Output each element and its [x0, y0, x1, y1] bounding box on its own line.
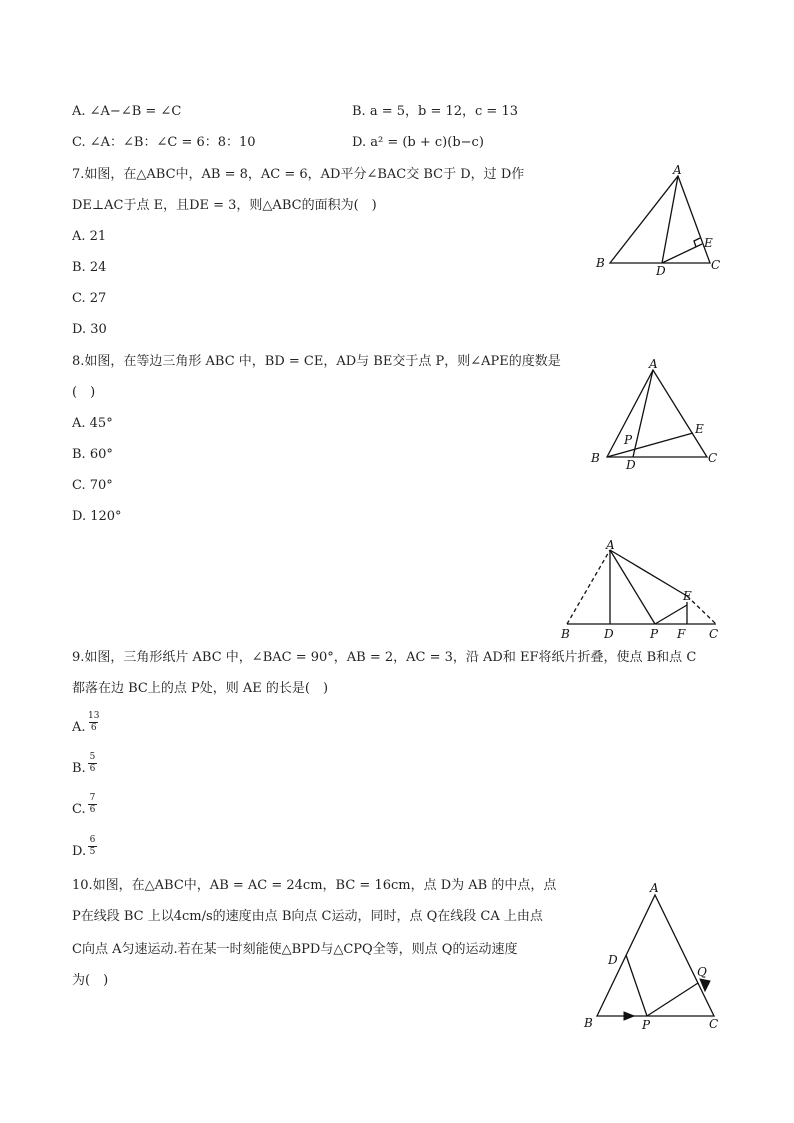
q7-stem-line2: DE⊥AC于点 E，且DE = 3，则△ABC的面积为( ): [72, 198, 377, 213]
q10-stem-line1: 10.如图，在△ABC中，AB = AC = 24cm，BC = 16cm，点 D为 AB 的中点，点: [72, 878, 557, 893]
q7-label-c: C: [711, 258, 721, 272]
q9-option-c-numerator: 7: [89, 793, 96, 803]
q7-segment-ad: [662, 176, 678, 263]
q9-option-b-prefix: B.: [72, 761, 86, 776]
q8-option-a: A. 45°: [72, 416, 113, 431]
q8-triangle-figure: [585, 350, 725, 475]
q7-label-a: A: [673, 163, 682, 177]
q8-option-d: D. 120°: [72, 509, 122, 524]
q9-segment-pe: [655, 605, 687, 624]
q8-stem-line2: ( ): [72, 385, 96, 400]
q7-stem-line1: 7.如图，在△ABC中，AB = 8，AC = 6，AD平分∠BAC交 BC于 D，过 D作: [72, 167, 525, 182]
q8-stem-line1: 8.如图，在等边三角形 ABC 中，BD = CE，AD与 BE交于点 P，则∠APE的度数是: [72, 354, 561, 369]
q8-option-c: C. 70°: [72, 478, 113, 493]
q7-option-c: C. 27: [72, 291, 107, 306]
q9-label-d: D: [604, 627, 614, 641]
q9-option-c-fraction: [88, 794, 97, 815]
q8-segment-ad: [633, 370, 653, 457]
q7-label-d: D: [656, 264, 666, 278]
q10-stem-line2: P在线段 BC 上以4cm/s的速度由点 B向点 C运动，同时，点 Q在线段 CA 上由点: [72, 909, 543, 924]
q9-label-e: E: [683, 589, 692, 603]
q9-option-b-denominator: 6: [89, 764, 96, 774]
q10-label-d: D: [608, 953, 618, 967]
q8-label-b: B: [591, 451, 600, 465]
q9-option-d-fraction: [88, 836, 97, 857]
q10-stem-line4: 为( ): [72, 973, 109, 988]
q9-stem-line1: 9.如图，三角形纸片 ABC 中，∠BAC = 90°，AB = 2，AC = 3，沿 AD和 EF将纸片折叠，使点 B和点 C: [72, 650, 697, 665]
q8-label-a: A: [649, 357, 658, 371]
q9-segment-ap: [610, 550, 655, 624]
q9-option-d-denominator: 5: [89, 847, 96, 857]
q9-stem-line2: 都落在边 BC上的点 P处，则 AE 的长是( ): [72, 681, 329, 696]
q10-triangle-figure: [580, 875, 730, 1035]
q9-option-d-prefix: D.: [72, 844, 87, 859]
q10-label-a: A: [650, 881, 659, 895]
q9-label-b: B: [561, 627, 570, 641]
q7-option-b: B. 24: [72, 260, 107, 275]
q9-option-c-denominator: 6: [89, 805, 96, 815]
q7-triangle-abc: [610, 176, 710, 263]
q9-option-b-fraction: [88, 753, 97, 774]
q9-fold-figure: [555, 540, 730, 645]
q9-segment-ab-dashed: [567, 550, 610, 624]
q8-label-p: P: [624, 433, 633, 447]
q9-label-p: P: [650, 627, 659, 641]
q7-option-a: A. 21: [72, 229, 107, 244]
q6-option-b: B. a = 5，b = 12，c = 13: [352, 104, 518, 119]
q7-label-e: E: [704, 236, 713, 250]
q9-label-f: F: [677, 627, 686, 641]
q7-option-d: D. 30: [72, 322, 107, 337]
q9-option-a-denominator: 6: [90, 723, 97, 733]
q6-option-c: C. ∠A：∠B：∠C = 6：8：10: [72, 135, 256, 150]
q6-option-a: A. ∠A−∠B = ∠C: [72, 104, 182, 119]
q8-label-d: D: [626, 458, 636, 472]
q6-option-d: D. a² = (b + c)(b−c): [352, 135, 484, 150]
q9-label-a: A: [606, 538, 615, 552]
q8-triangle-abc: [607, 370, 707, 457]
q9-label-c: C: [709, 627, 719, 641]
q9-option-c-prefix: C.: [72, 802, 86, 817]
q10-stem-line3: C向点 A匀速运动.若在某一时刻能使△BPD与△CPQ全等，则点 Q的运动速度: [72, 942, 518, 957]
q8-option-b: B. 60°: [72, 447, 113, 462]
q9-option-a-fraction: [88, 712, 99, 733]
q9-option-a-numerator: 13: [88, 711, 100, 721]
q8-label-e: E: [695, 422, 704, 436]
q10-label-p: P: [642, 1018, 651, 1032]
q9-option-a-prefix: A.: [72, 720, 86, 735]
q10-segment-pq: [647, 983, 698, 1016]
q10-label-q: Q: [697, 965, 707, 979]
q10-segment-dp: [626, 955, 647, 1016]
q7-triangle-figure: [590, 160, 730, 285]
q8-label-c: C: [708, 451, 718, 465]
q10-label-b: B: [584, 1016, 593, 1030]
q9-segment-ae: [610, 550, 687, 596]
q8-segment-be: [607, 433, 693, 457]
q7-label-b: B: [596, 256, 605, 270]
q9-option-b-numerator: 5: [89, 752, 96, 762]
q9-option-d-numerator: 6: [89, 835, 96, 845]
q10-arrow-p-icon: [624, 1012, 634, 1020]
q10-label-c: C: [709, 1017, 719, 1031]
